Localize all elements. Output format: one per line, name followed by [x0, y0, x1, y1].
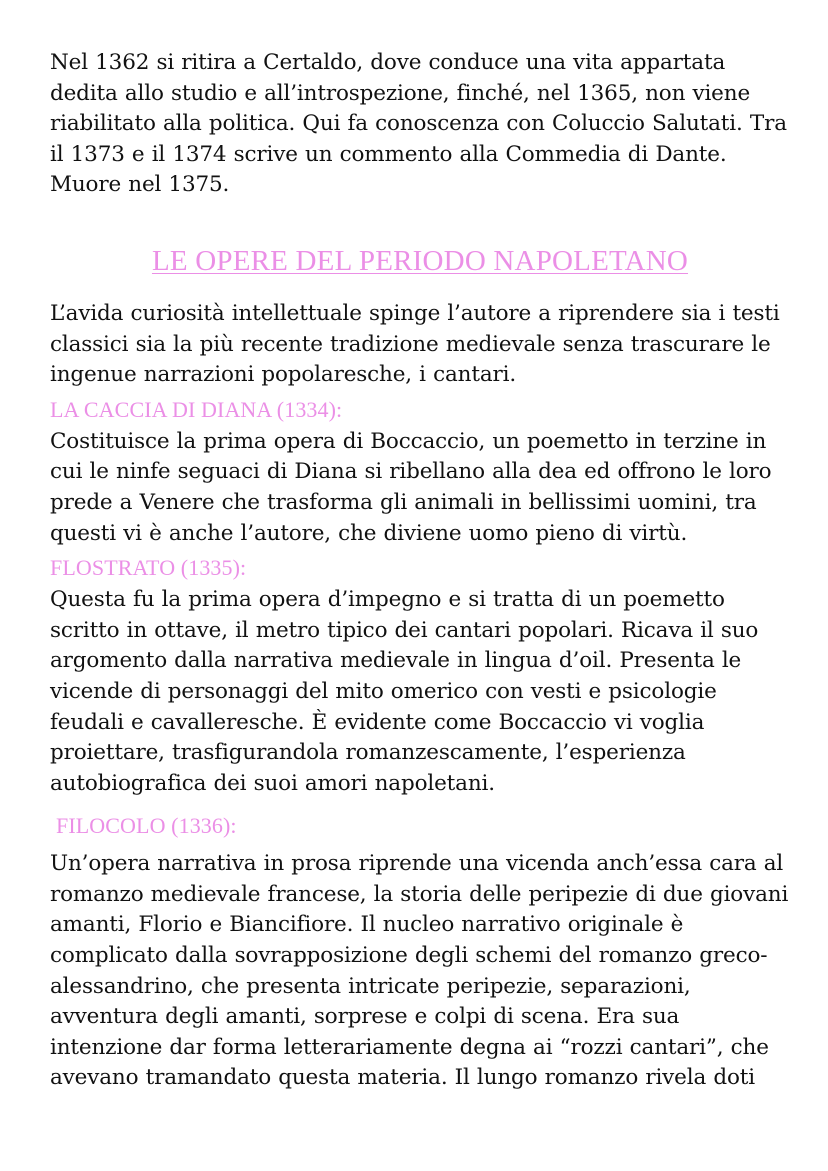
section-intro-paragraph: L’avida curiosità intellettuale spinge l’autore a riprendere sia i testi classici sia la più recente tradizione medievale senza trascurare le ingenue narrazioni popolaresche, i cantari. [50, 300, 780, 388]
work-text-filocolo: Un’opera narrativa in prosa riprende una vicenda anch’essa cara al romanzo medievale francese, la storia delle peripezie di due giovani amanti, Florio e Biancifiore. Il nucleo narrativo originale è complicato dalla sovrapposizione degli schemi del romanzo greco-alessandrino, che presenta intricate peripezie, separazioni, avventura degli amanti, sorprese e colpi di scena. Era sua intenzione dar forma letterariamente degna ai “rozzi cantari”, che avevano tramandato questa materia. Il lungo romanzo rivela doti [50, 851, 789, 1091]
work-text-caccia-di-diana: Costituisce la prima opera di Boccaccio, un poemetto in terzine in cui le ninfe seguaci di Diana si ribellano alla dea ed offrono le loro prede a Venere che trasforma gli animali in bellissimi uomini, tra questi vi è anche l’autore, che diviene uomo pieno di virtù. [50, 428, 772, 546]
intro-paragraph: Nel 1362 si ritira a Certaldo, dove conduce una vita appartata dedita allo studio e all’introspezione, finché, nel 1365, non viene riabilitato alla politica. Qui fa conoscenza con Coluccio Salutati. Tra il 1373 e il 1374 scrive un commento alla Commedia di Dante. Muore nel 1375. [50, 50, 787, 198]
work-text-filostrato: Questa fu la prima opera d’impegno e si tratta di un poemetto scritto in ottave, il metro tipico dei cantari popolari. Ricava il suo argomento dalla narrativa medievale in lingua d’oil. Presenta le vicende di personaggi del mito omerico con vesti e psicologie feudali e cavalleresche. È evidente come Boccaccio vi voglia proiettare, trasfigurandola romanzescamente, l’esperienza autobiografica dei suoi amori napoletani. [50, 587, 759, 796]
work-heading-filocolo: FILOCOLO (1336): [56, 813, 237, 839]
section-title: LE OPERE DEL PERIODO NAPOLETANO [151, 244, 689, 277]
work-heading-filostrato: FLOSTRATO (1335): [50, 555, 247, 581]
work-heading-caccia-di-diana: LA CACCIA DI DIANA (1334): [50, 396, 343, 422]
